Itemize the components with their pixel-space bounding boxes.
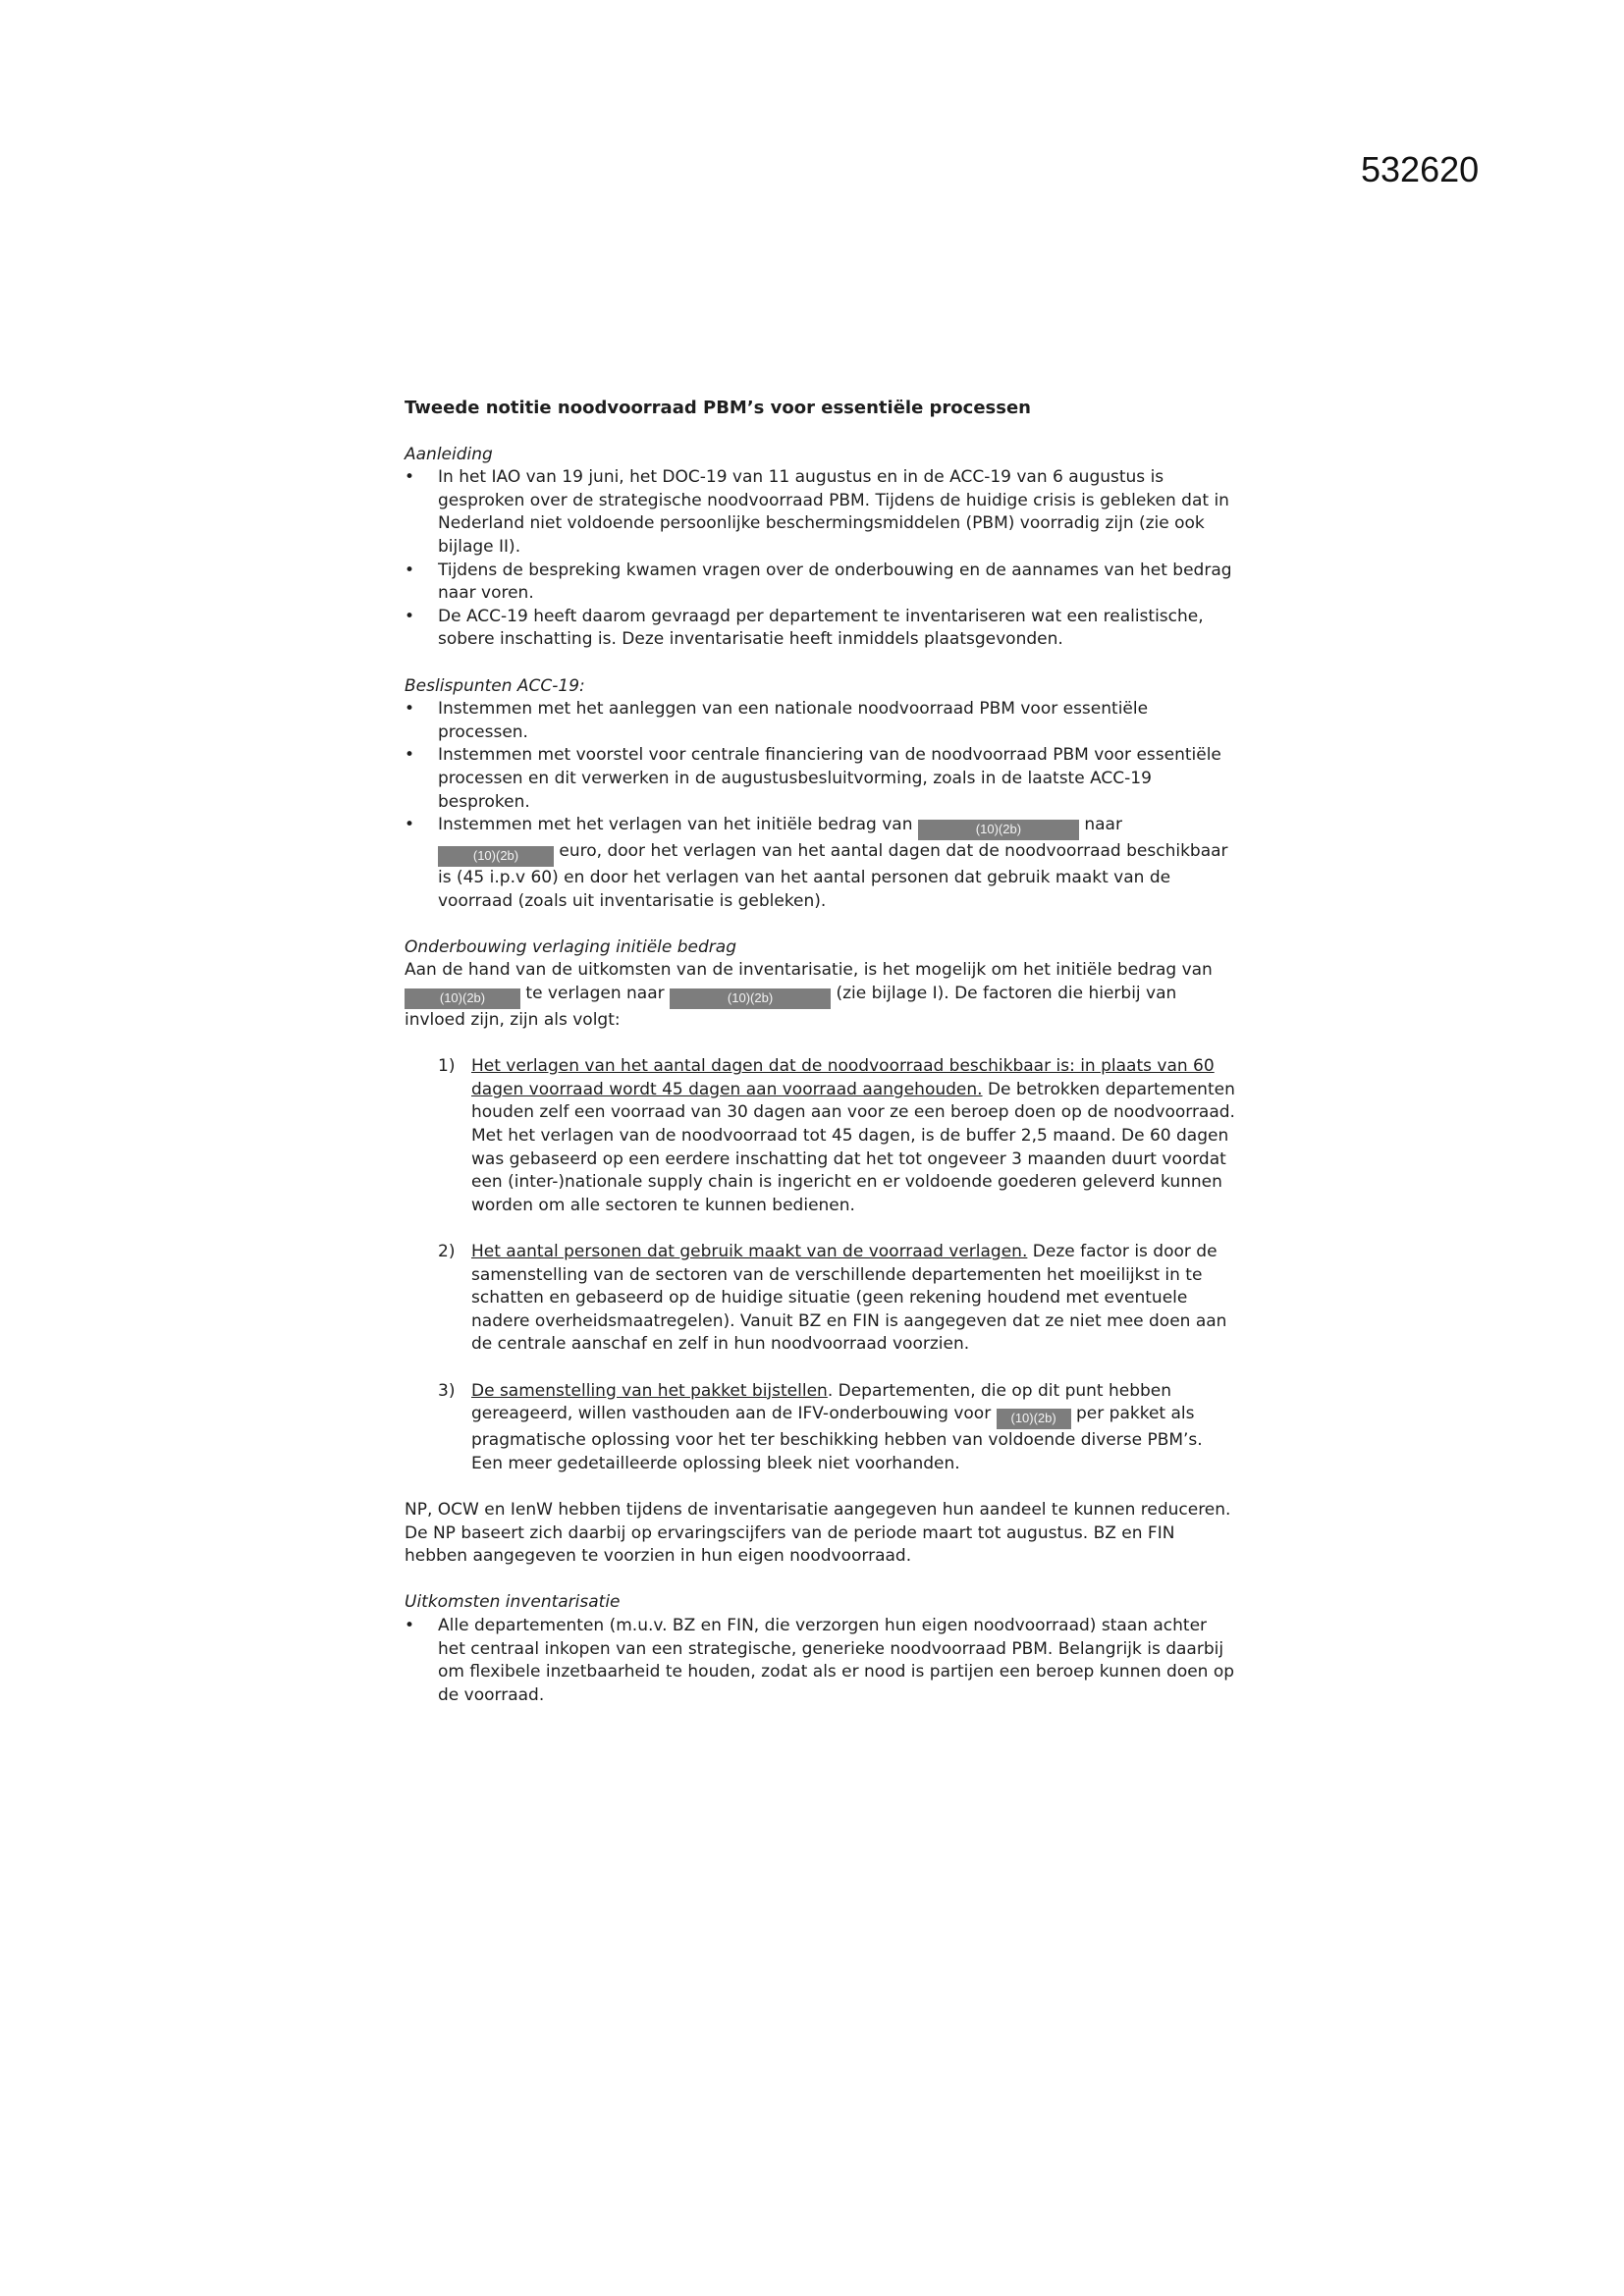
underlined-text: Het verlagen van het aantal dagen dat de noodvoorraad beschikbaar is: in plaats van 60 dagen voorraad wordt 45 dagen aan voorraad aangehouden. xyxy=(471,1056,1215,1099)
text-span: De betrokken departementen houden zelf een voorraad van 30 dagen aan voor ze een beroep doen op de noodvoorraad. Met het verlagen van de noodvoorraad tot 45 dagen, is de buffer 2,5 maand. De 60 dagen was gebaseerd op een eerdere inschatting dat het tot ongeveer 3 maanden duurt voordat een (inter-)nationale supply chain is ingericht en er voldoende goederen geleverd kunnen worden om alle sectoren te kunnen bedienen. xyxy=(471,1079,1235,1215)
redaction-box: (10)(2b) xyxy=(918,820,1079,840)
bullet-list xyxy=(405,466,1239,652)
bullet-list xyxy=(405,698,1239,913)
text-span: (zie bijlage I). De factoren die hierbij van invloed zijn, zijn als volgt: xyxy=(405,984,1177,1031)
section-heading: Onderbouwing verlaging initiële bedrag xyxy=(405,936,736,957)
redaction-box: (10)(2b) xyxy=(438,846,554,867)
closing-paragraph: NP, OCW en IenW hebben tijdens de inventarisatie aangegeven hun aandeel te kunnen reduceren. De NP baseert zich daarbij op ervaringscijfers van de periode maart tot augustus. BZ en FIN hebben aangegeven te voorzien in hun eigen noodvoorraad. xyxy=(405,1499,1231,1567)
redaction-box: (10)(2b) xyxy=(670,988,831,1009)
section-heading: Beslispunten ACC-19: xyxy=(405,675,585,696)
list-item xyxy=(438,1241,1239,1357)
bullet-list xyxy=(405,1615,1239,1707)
list-item xyxy=(438,1055,1239,1217)
section-aanleiding xyxy=(405,444,1239,652)
redaction-box: (10)(2b) xyxy=(405,988,520,1009)
underlined-text: Het aantal personen dat gebruik maakt van de voorraad verlagen. xyxy=(471,1242,1028,1261)
section-uitkomsten xyxy=(405,1591,1239,1707)
underlined-text: De samenstelling van het pakket bijstellen xyxy=(471,1380,828,1401)
redaction-box: (10)(2b) xyxy=(997,1409,1071,1429)
list-item xyxy=(438,1380,1239,1476)
section-beslispunten xyxy=(405,675,1239,914)
text-span: per pakket als pragmatische oplossing voor het ter beschikking hebben van voldoende diverse PBM’s. Een meer gedetailleerde oplossing bleek niet voorhanden. xyxy=(471,1404,1203,1473)
list-item: • Instemmen met voorstel voor centrale financiering van de noodvoorraad PBM voor essentiële processen en dit verwerken in de augustusbesluitvorming, zoals in de laatste ACC-19 besproken. xyxy=(405,744,1239,814)
list-item xyxy=(405,814,1239,913)
text-span: te verlagen naar xyxy=(525,984,665,1004)
text-span: Aan de hand van de uitkomsten van de inventarisatie, is het mogelijk om het initiële bedrag van xyxy=(405,960,1213,981)
document-title: Tweede notitie noodvoorraad PBM’s voor essentiële processen xyxy=(405,398,1031,418)
list-item: • Alle departementen (m.u.v. BZ en FIN, die verzorgen hun eigen noodvoorraad) staan achter het centraal inkopen van een strategische, generieke noodvoorraad PBM. Belangrijk is daarbij om flexibele inzetbaarheid te houden, zodat als er nood is partijen een beroep kunnen doen op de voorraad. xyxy=(405,1615,1239,1707)
text-span: naar xyxy=(1084,815,1122,835)
text-span: Instemmen met het verlagen van het initiële bedrag van xyxy=(438,815,913,835)
section-heading: Aanleiding xyxy=(405,444,493,464)
factor-list xyxy=(438,1055,1239,1475)
document-body xyxy=(405,397,1239,1707)
text-span: . Departementen, die op dit punt hebben gereageerd, willen vasthouden aan de IFV-onderbouwing voor xyxy=(471,1380,1172,1424)
item-number: 2) xyxy=(438,1242,456,1261)
list-item: • In het IAO van 19 juni, het DOC-19 van 11 augustus en in de ACC-19 van 6 augustus is gesproken over de strategische noodvoorraad PBM. Tijdens de huidige crisis is gebleken dat in Nederland niet voldoende persoonlijke beschermingsmiddelen (PBM) voorradig zijn (zie ook bijlage II). xyxy=(405,466,1239,559)
intro-paragraph xyxy=(405,959,1239,1032)
item-number: 3) xyxy=(438,1380,456,1401)
item-number: 1) xyxy=(438,1056,456,1077)
list-item: • Tijdens de bespreking kwamen vragen over de onderbouwing en de aannames van het bedrag naar voren. xyxy=(405,560,1239,606)
section-onderbouwing xyxy=(405,936,1239,1569)
list-item: • De ACC-19 heeft daarom gevraagd per departement te inventariseren wat een realistische, sobere inschatting is. Deze inventarisatie heeft inmiddels plaatsgevonden. xyxy=(405,606,1239,652)
list-item: • Instemmen met het aanleggen van een nationale noodvoorraad PBM voor essentiële processen. xyxy=(405,698,1239,744)
text-span: euro, door het verlagen van het aantal dagen dat de noodvoorraad beschikbaar is (45 i.p.v 60) en door het verlagen van het aantal personen dat gebruik maakt van de voorraad (zoals uit inventarisatie is gebleken). xyxy=(438,841,1228,911)
section-heading: Uitkomsten inventarisatie xyxy=(405,1592,621,1613)
text-span: Deze factor is door de samenstelling van de sectoren van de verschillende departementen het moeilijkst in te schatten en gebaseerd op de huidige situatie (geen rekening houdend met eventuele nadere overheidsmaatregelen). Vanuit BZ en FIN is aangegeven dat ze niet mee doen aan de centrale aanschaf en zelf in hun noodvoorraad voorzien. xyxy=(471,1242,1227,1355)
document-number: 532620 xyxy=(1361,149,1480,189)
